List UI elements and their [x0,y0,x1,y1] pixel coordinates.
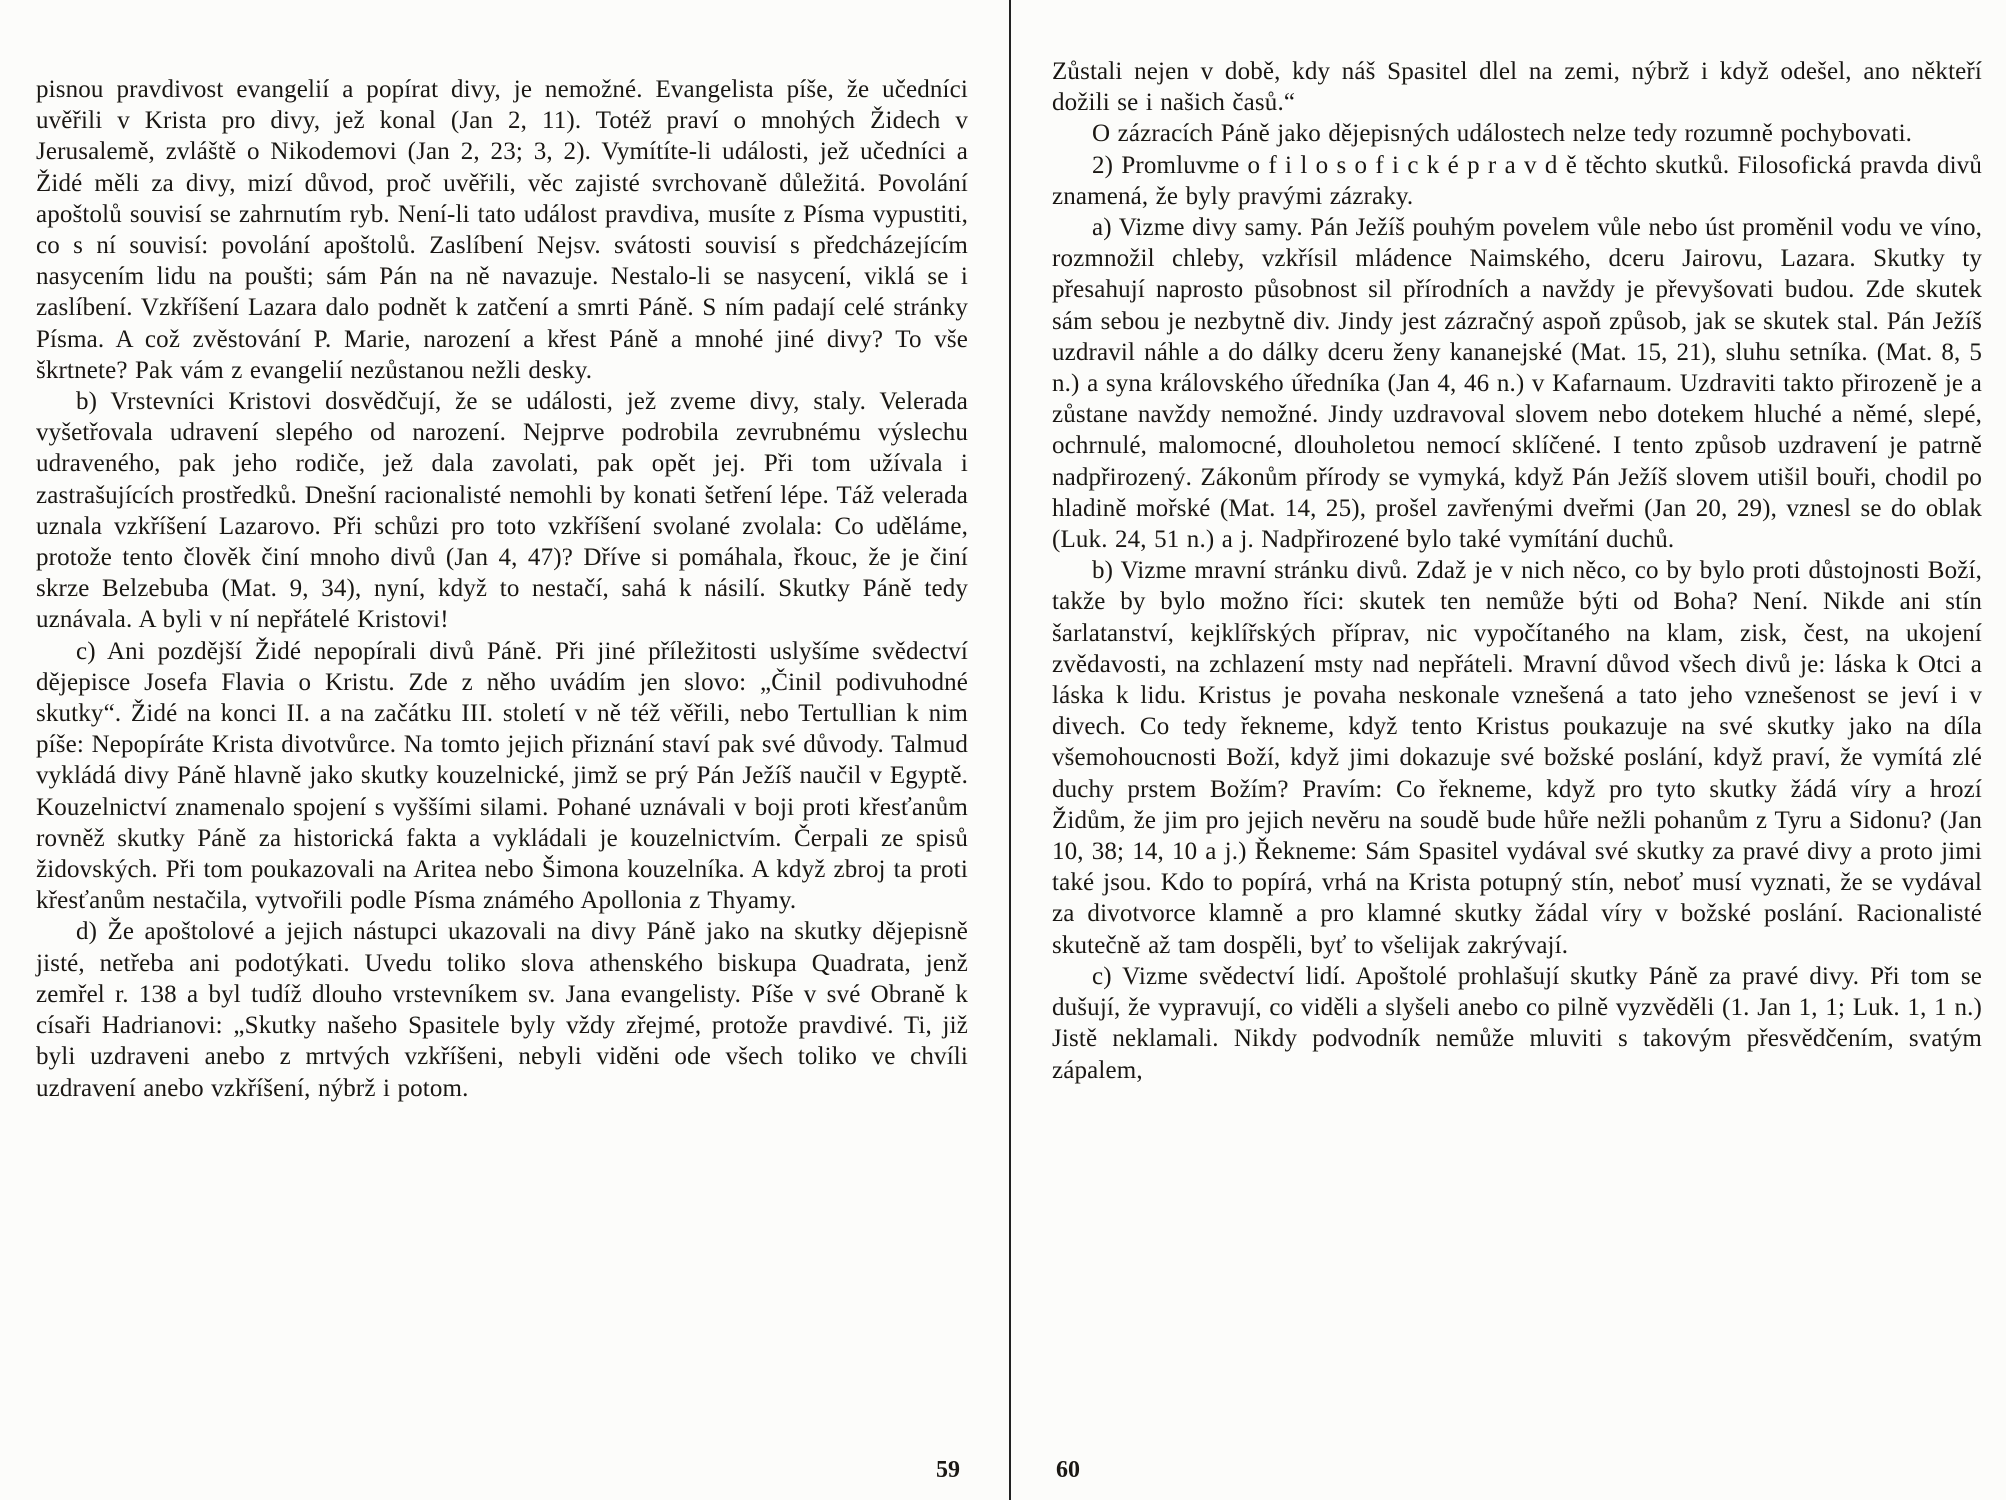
paragraph: 2) Promluvme o f i l o s o f i c k é p r a v d ě těchto skutků. Filosofická pravda divů znamená, že byly pravými zázraky. [1052,151,1982,210]
paragraph: a) Vizme divy samy. Pán Ježíš pouhým povelem vůle nebo úst proměnil vodu ve víno, rozmnožil chleby, vzkřísil mládence Naimského, dceru Jairovu, Lazara. Skutky ty přesahují naprosto působnost sil přírodních a navždy je převyšovati budou. Zde skutek sám sebou je nezbytně div. Jindy jest zázračný aspoň způsob, jak se skutek stal. Pán Ježíš uzdravil náhle a do dálky dceru ženy kananejské (Mat. 15, 21), sluhu setníka. (Mat. 8, 5 n.) a syna královského úředníka (Jan 4, 46 n.) v Kafarnaum. Uzdraviti takto přirozeně je a zůstane navždy nemožné. Jindy uzdravoval slovem nebo dotekem hluché a němé, slepé, ochrnulé, malomocné, dlouholetou nemocí sklíčené. I tento způsob uzdravení je patrně nadpřirozený. Zákonům přírody se vymyká, když Pán Ježíš slovem utišil bouři, chodil po hladině mořské (Mat. 14, 25), prošel zavřenými dveřmi (Jan 20, 29), vznesl se do oblak (Luk. 24, 51 n.) a j. Nadpřirozené bylo také vymítání duchů. [1052,214,1982,554]
paragraph: c) Ani pozdější Židé nepopírali divů Páně. Při jiné příležitosti uslyšíme svědectví dějepisce Josefa Flavia o Kristu. Zde z něho uvádím jen slovo: „Činil podivuhodné skutky“. Židé na konci II. a na začátku III. století v ně též věřili, nebo Tertullian k nim píše: Nepopíráte Krista divotvůrce. Na tomto jejich přiznání staví pak své důvody. Talmud vykládá divy Páně hlavně jako skutky kouzelnické, jimž se prý Pán Ježíš naučil v Egyptě. Kouzelnictví znamenalo spojení s vyššími silami. Pohané uznávali v boji proti křesťanům rovněž skutky Páně za historická fakta a vykládali je kouzelnictvím. Čerpali ze spisů židovských. Při tom poukazovali na Aritea nebo Šimona kouzelníka. A když zbroj ta proti křesťanům nestačila, vytvořili podle Písma známého Apollonia z Thyamy. [36,637,968,915]
paragraph: c) Vizme svědectví lidí. Apoštolé prohlašují skutky Páně za pravé divy. Při tom se dušují, že vypravují, co viděli a slyšeli anebo co pilně vyzvěděli (1. Jan 1, 1; Luk. 1, 1 n.) Jistě neklamali. Nikdy podvodník nemůže mluviti s takovým přesvědčením, svatým zápalem, [1052,962,1982,1084]
paragraph: b) Vrstevníci Kristovi dosvědčují, že se události, jež zveme divy, staly. Velerada vyšetřovala udravení slepého od narození. Nejprve podrobila zevrubnému výslechu udraveného, pak jeho rodiče, jež dala zavolati, pak opět jej. Při tom užívala i zastrašujících prostředků. Dnešní racionalisté nemohli by konati šetření lépe. Táž velerada uznala vzkříšení Lazarovo. Při schůzi pro toto vzkříšení svolané zvolala: Co uděláme, protože tento člověk činí mnoho divů (Jan 4, 47)? Dříve si pomáhala, řkouc, že je činí skrze Belzebuba (Mat. 9, 34), nyní, když to nestačí, sahá k násilí. Skutky Páně tedy uznávala. A byli v ní nepřátelé Kristovi! [36,388,968,634]
paragraph: pisnou pravdivost evangelií a popírat divy, je nemožné. Evangelista píše, že učedníci uvěřili v Krista pro divy, jež konal (Jan 2, 11). Totéž praví o mnohých Židech v Jerusalemě, zvláště o Nikodemovi (Jan 2, 23; 3, 2). Vymítíte-li události, jež učedníci a Židé měli za divy, mizí důvod, proč uvěřili, věc zajisté svrchovaně důležitá. Povolání apoštolů souvisí se zahrnutím ryb. Není-li tato událost pravdiva, musíte z Písma vypustiti, co s ní souvisí: povolání apoštolů. Zaslíbení Nejsv. svátosti souvisí s předcházejícím nasycením lidu na poušti; sám Pán na ně navazuje. Nestalo-li se nasycení, viklá se i zaslíbení. Vzkříšení Lazara dalo podnět k zatčení a smrti Páně. S ním padají celé stránky Písma. A což zvěstování P. Marie, narození a křest Páně a mnohé jiné divy? To vše škrtnete? Pak vám z evangelií nezůstanou nežli desky. [36,76,968,384]
page-right [1052,0,1982,1500]
paragraph: d) Že apoštolové a jejich nástupci ukazovali na divy Páně jako na skutky dějepisně jisté, netřeba ani podotýkati. Uvedu toliko slova athenského biskupa Quadrata, jenž zemřel r. 138 a byl tudíž dlouho vrstevníkem sv. Jana evangelisty. Píše v své Obraně k císaři Hadrianovi: „Skutky našeho Spasitele byly vždy zřejmé, protože pravdivé. Ti, již byli uzdraveni anebo z mrtvých vzkříšeni, nebyli viděni ode všech toliko ve chvíli uzdravení anebo vzkříšení, nýbrž i potom. [36,918,968,1102]
page-left-text [36,74,968,1104]
page-number-right: 60 [1056,1457,1080,1483]
page-gutter-divider [1009,0,1011,1500]
page-right-text [1052,56,1982,1086]
paragraph: Zůstali nejen v době, kdy náš Spasitel dlel na zemi, nýbrž i když odešel, ano někteří dožili se i našich časů.“ [1052,58,1982,117]
paragraph: b) Vizme mravní stránku divů. Zdaž je v nich něco, co by bylo proti důstojnosti Boží, takže by bylo možno říci: skutek ten nemůže býti od Boha? Není. Nikde ani stín šarlatanství, kejklířských příprav, nic vypočítaného na klam, zisk, čest, na ukojení zvědavosti, na zchlazení msty nad nepřáteli. Mravní důvod všech divů je: láska k Otci a láska k lidu. Kristus je povaha neskonale vznešená a tato jeho vznešenost se jeví i v divech. Co tedy řekneme, když tento Kristus poukazuje na své skutky jako na díla všemohoucnosti Boží, když jimi dokazuje své božské poslání, když praví, že vymítá zlé duchy prstem Božím? Pravím: Co řekneme, když pro tyto skutky žádá víry a hrozí Židům, že jim pro jejich nevěru na soudě bude hůře nežli pohanům z Tyru a Sidonu? (Jan 10, 38; 14, 10 a j.) Řekneme: Sám Spasitel vydával své skutky za pravé divy a proto jimi také jsou. Kdo to popírá, vrhá na Krista potupný stín, neboť musí vyznati, že se vydával za divotvorce klamně a pro klamné skutky žádal víry v božské poslání. Racionalisté skutečně až tam dospěli, byť to všelijak zakrývají. [1052,557,1982,959]
page-number-left: 59 [936,1457,960,1483]
page-left [36,0,968,1500]
paragraph: O zázracích Páně jako dějepisných událostech nelze tedy rozumně pochybovati. [1092,120,1913,148]
